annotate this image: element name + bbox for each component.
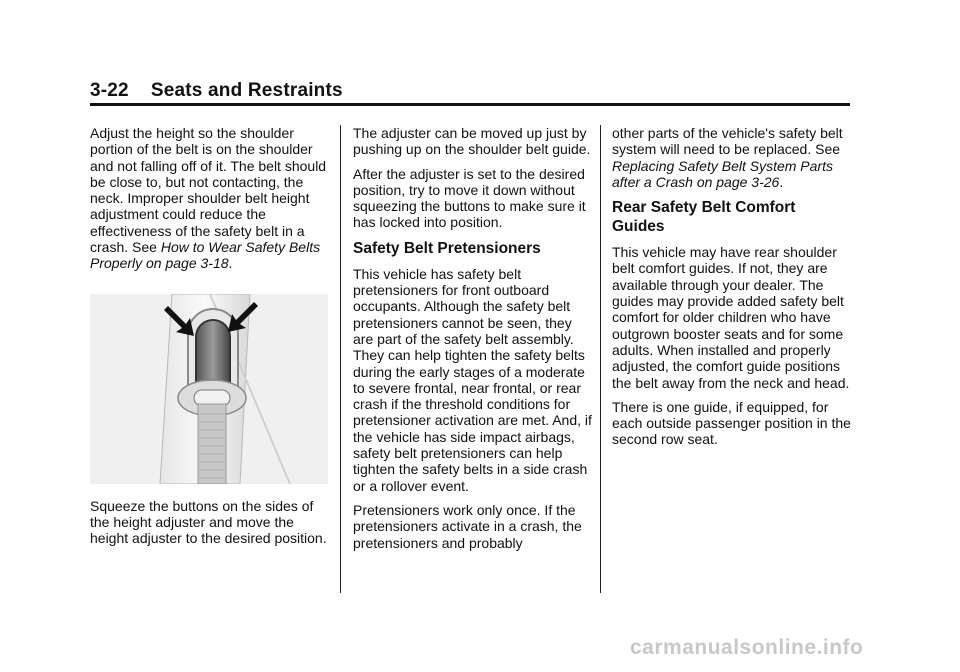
heading-comfort-guides: Rear Safety Belt Comfort Guides xyxy=(612,199,796,236)
header-rule xyxy=(90,103,850,106)
paragraph-adjust-height: Adjust the height so the shoulder portion of the belt is on the shoulder and not falling off of it. The belt should be close to, but not contacting, the neck. Improper shoulder belt height adjustment could reduce the effectiveness of the safety belt in a crash. See How to Wear Safety Belts Properly on page 3-18. xyxy=(90,125,327,272)
paragraph-squeeze-buttons: Squeeze the buttons on the sides of the height adjuster and move the height adjuster to the desired position. xyxy=(90,497,327,547)
column-2 xyxy=(353,125,595,559)
column-divider-1 xyxy=(340,125,341,593)
column-divider-2 xyxy=(600,125,601,593)
column-3 xyxy=(612,125,852,456)
paragraph-pretensioners-once: Pretensioners work only once. If the pretensioners activate in a crash, the pretensioners and probably xyxy=(353,501,582,551)
cross-reference-link[interactable]: Replacing Safety Belt System Parts after a Crash on page 3-26 xyxy=(612,157,833,190)
cross-reference-link[interactable]: How to Wear Safety Belts Properly on page 3-18 xyxy=(90,239,321,272)
column-1 xyxy=(90,125,330,555)
paragraph-pretensioners: This vehicle has safety belt pretensioners for front outboard occupants. Although the safety belt pretensioners cannot be seen, they are part of the safety belt assembly. They can help tighten the safety belts during the early stages of a moderate to severe frontal, near frontal, or rear crash if the threshold conditions for pretensioner activation are met. And, if the vehicle has side impact airbags, safety belt pretensioners can help tighten the safety belts in a side crash or a rollover event. xyxy=(353,265,592,494)
page-number: 3-22 xyxy=(90,80,129,101)
page-header xyxy=(90,80,343,102)
heading-pretensioners: Safety Belt Pretensioners xyxy=(353,239,541,257)
height-adjuster-illustration xyxy=(90,294,328,484)
section-title: Seats and Restraints xyxy=(150,80,343,101)
watermark: carmanualsonline.info xyxy=(630,636,864,659)
paragraph-adjuster-moved: The adjuster can be moved up just by pushing up on the shoulder belt guide. xyxy=(353,125,591,158)
paragraph-comfort-guides: This vehicle may have rear shoulder belt comfort guides. If not, they are available through your dealer. The guides may provide added safety belt comfort for older children who have outgrown booster seats and for some adults. When installed and properly adjusted, the comfort guide positions the belt away from the neck and head. xyxy=(612,244,850,391)
paragraph-replace-parts: other parts of the vehicle's safety belt system will need to be replaced. See Replacing Safety Belt System Parts after a Crash on page 3-26. xyxy=(612,125,843,190)
paragraph-adjuster-set: After the adjuster is set to the desired position, try to move it down without squeezing the buttons to make sure it has locked into position. xyxy=(353,165,586,231)
paragraph-one-guide: There is one guide, if equipped, for each outside passenger position in the second row seat. xyxy=(612,398,851,448)
